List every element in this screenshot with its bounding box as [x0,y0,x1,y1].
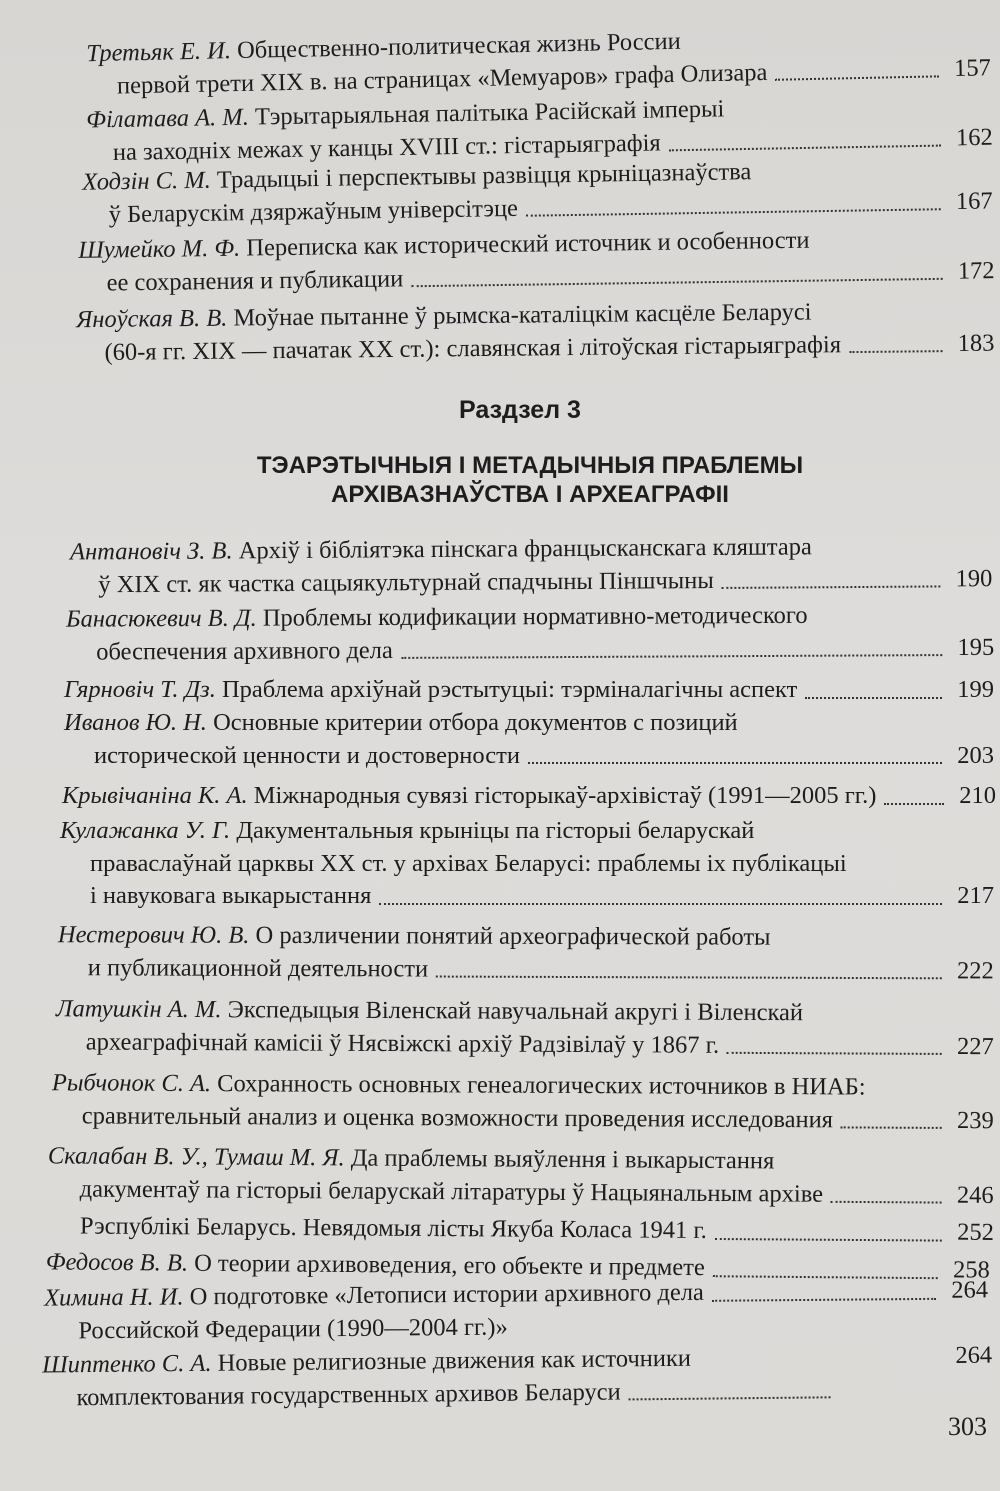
entry-author: Нестерович Ю. В. [57,921,250,949]
entry-author: Рыбчонок С. А. [51,1069,212,1098]
entry-author: Банасюкевич В. Д. [66,604,257,633]
entry-author: Федосов В. В. [45,1248,189,1277]
entry-title-line2: Российской Федерации (1990—2004 гг.)» [78,1313,508,1344]
leader-dots [722,585,941,589]
entry-author: Химина Н. И. [44,1283,184,1312]
entry-title-line1: Новые религиозные движения как источники [211,1344,692,1377]
toc-entry [0,780,1000,813]
entry-author: Філатава А. М. [86,103,250,134]
entry-author: Шиптенко С. А. [42,1349,212,1379]
entry-title-line2: исторической ценности и достоверности [94,741,520,769]
leader-dots [831,1201,942,1204]
leader-dots [841,1126,942,1129]
toc-entry [0,295,1000,370]
toc-entry [0,1067,1000,1137]
entry-title-line1: Переписка как исторический источник и особенности [239,226,810,262]
entry-author: Ходзін С. М. [82,166,212,196]
entry-title-line1: Да праблемы выяўлення і выкарыстання [344,1144,775,1175]
entry-page: 190 [955,564,993,592]
entry-page: 222 [957,956,994,984]
leader-dots [775,75,939,80]
toc-entry [0,674,1000,707]
entry-title-line1: Дакументальныя крыніцы па гісторыі беларускай [230,817,755,844]
entry-title-line1: Экспедыцыя Віленскай навучальнай акругі і Віленскай [221,996,804,1027]
leader-dots [727,1052,942,1055]
entry-author: Иванов Ю. Н. [64,709,207,736]
leader-dots [884,803,944,805]
entry-title-line2: обеспечения архивного дела [96,636,393,665]
entry-title-line1: Тэрытарыяльная палітыка Расійскай імперыі [248,95,725,131]
section-title-line1: ТЭАРЭТЫЧНЫЯ І МЕТАДЫЧНЫЯ ПРАБЛЕМЫ [256,452,804,479]
page-number: 303 [948,1412,987,1441]
entry-title-line2: и публикационной деятельности [87,953,429,982]
entry-page: 162 [955,123,993,151]
entry-title-line1: Традыцыі і перспектывы развіцця крыніцазнаўства [210,158,752,194]
toc-entry [0,1274,1000,1348]
entry-page: 210 [959,782,996,809]
toc-entry [0,1340,1000,1415]
entry-title-line1: О различении понятий археографической работы [249,921,771,951]
entry-title-line1: О теории архивоведения, его объекте и предмете [187,1249,705,1282]
entry-title-line2: праваслаўнай царквы XX ст. у архівах Беларусі: праблемы іх публікацыі [90,849,847,877]
entry-page: 167 [955,186,993,215]
entry-page: 258 [952,1256,990,1284]
entry-title-line2: археаграфічнай камісіі ў Нясвіжскі архіў Радзівілаў у 1867 г. [85,1027,720,1059]
entry-title-line2: на заходніх межах у канцы XVIII ст.: гістарыяграфія [112,128,661,166]
leader-dots [401,654,942,659]
entry-page: 239 [956,1106,994,1134]
entry-title-line2: (60-я гг. XIX — пачатак XX ст.): славянская і літоўская гістарыяграфія [104,330,842,366]
entry-page: 217 [957,882,994,909]
entry-title-line2: комплектования государственных архивов Беларуси [76,1378,621,1411]
entry-author: Третьяк Е. И. [86,37,232,68]
entry-title-line1: Сохранность основных генеалогических источников в НИАБ: [211,1070,866,1101]
leader-dots [436,976,942,980]
entry-title-line1: Рэспублікі Беларусь. Невядомыя лісты Якуба Коласа 1941 г. [79,1212,707,1244]
entry-author: Латушкін А. М. [55,995,222,1024]
leader-dots [411,278,942,287]
toc-entry [0,599,1000,669]
entry-author: Антановіч З. В. [70,537,233,566]
toc-entry [0,919,1000,987]
entry-title-line1: Общественно-политическая жизнь России [230,27,681,65]
entry-page: 172 [957,256,995,285]
entry-author: Кулажанка У. Г. [60,817,231,844]
entry-title-line1: Основные критерии отбора документов с позиций [206,709,738,736]
toc-entry [0,993,1000,1063]
toc-entry [0,707,1000,772]
entry-title-line2: первой трети XIX в. на страницах «Мемуаров» графа Олизара [116,58,768,100]
toc-entry [0,1210,1000,1249]
entry-page: 203 [957,741,994,769]
entry-author: Яноўская В. В. [76,304,228,334]
entry-page: 264 [955,1341,993,1369]
leader-dots [669,145,941,152]
entry-title-line2: дакументаў па гісторыі беларускай літаратуры ў Нацыянальным архіве [79,1175,824,1208]
toc-entry [0,222,1000,301]
leader-dots [715,1237,942,1241]
entry-title-line3: і навуковага выкарыстання [90,882,372,909]
toc-entry [0,530,1000,602]
entry-page: 195 [957,633,995,661]
entry-author: Крывічаніна К. А. [62,782,248,809]
section-title-line2: АРХІВАЗНАЎСТВА І АРХЕАГРАФІІ [331,481,729,508]
entry-title-line2: ее сохранения и публикации [106,264,404,297]
leader-dots [629,1396,831,1400]
leader-dots [849,350,942,353]
leader-dots [526,208,941,217]
entry-title-line1: Міжнародныя сувязі гісторыкаў-архівістаў (1991—2005 гг.) [247,782,877,809]
entry-title-line1: О подготовке «Летописи истории архивного дела [183,1278,704,1311]
toc-entry [0,1140,1000,1212]
entry-page: 264 [951,1276,989,1304]
entry-author: Гярновіч Т. Дз. [64,676,216,703]
leader-dots [805,697,942,699]
leader-dots [712,1297,936,1301]
entry-author: Скалабан В. У., Тумаш М. Я. [47,1142,345,1172]
leader-dots [379,903,942,905]
entry-page: 183 [957,329,995,357]
entry-title-line2: сравнительный анализ и оценка возможности проведения исследования [81,1101,834,1133]
entry-title-line2: ў XIX ст. як частка сацыякультурнай спадчыны Піншчыны [98,566,714,598]
entry-title-line2: ў Беларускім дзяржаўным універсітэце [108,194,519,228]
entry-title-line1: Проблемы кодификации нормативно-методического [256,601,808,632]
entry-page: 157 [953,53,992,82]
entry-page: 246 [956,1181,994,1209]
entry-gap [699,1365,940,1368]
entry-title-line1: Архіў і бібліятэка пінскага францысканскага кляштара [232,533,812,565]
entry-author: Шумейко М. Ф. [78,234,241,264]
entry-title-line1: Моўнае пытанне ў рымска-каталіцкім касцёле Беларусі [227,298,812,332]
entry-page: 227 [956,1032,994,1060]
section-label: Раздзел 3 [459,396,581,424]
entry-page: 199 [957,676,994,703]
entry-page: 252 [957,1218,994,1246]
leader-dots [528,762,942,764]
toc-entry [0,815,1000,913]
entry-title-line1: Праблема архіўнай рэстытуцыі: тэрміналагічны аспект [215,676,798,703]
